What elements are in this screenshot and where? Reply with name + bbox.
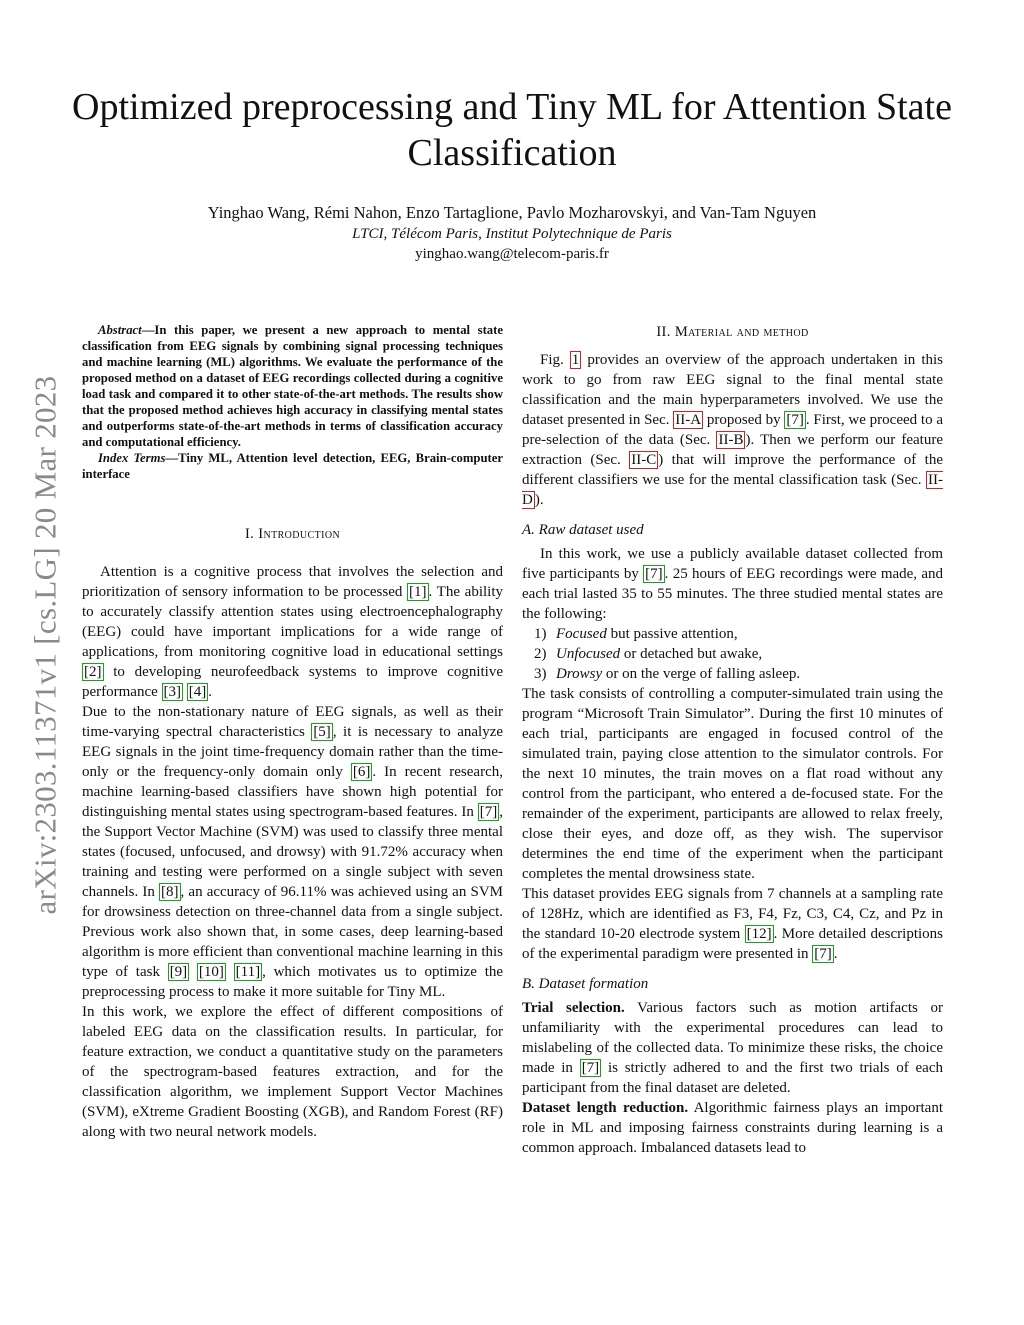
- paragraph-text: Attention is a cognitive process that involves the selection and prioritization of sensory information to be processed: [82, 564, 503, 600]
- paragraph-text: , it is necessary to analyze EEG signals in the joint time-frequency domain rather than the time-only or the frequency-only domain only: [82, 724, 504, 780]
- affiliation: LTCI, Télécom Paris, Institut Polytechnique de Paris: [352, 226, 672, 242]
- citation-link[interactable]: [8]: [161, 884, 179, 900]
- cross-reference-link[interactable]: II-A: [675, 412, 702, 428]
- abstract-label: Abstract: [98, 323, 142, 337]
- paragraph-text: ) that will improve the performance of the different classifiers we use for the mental classification task (Sec.: [522, 452, 944, 488]
- paragraph-text: .: [833, 946, 838, 962]
- intro-paragraph-2: [82, 702, 503, 1002]
- paragraph-text: Fig.: [540, 352, 570, 368]
- citation-link[interactable]: [7]: [645, 566, 663, 582]
- trial-selection-paragraph: [522, 998, 943, 1098]
- paragraph-text: to developing neurofeedback systems to improve cognitive performance: [82, 664, 503, 700]
- paragraph-text: , which motivates us to optimize the preprocessing process to make it more suitable for Tiny ML.: [82, 964, 504, 1000]
- dataset-length-label: Dataset length reduction.: [522, 1100, 689, 1116]
- paragraph-text: , the Support Vector Machine (SVM) was used to classify three mental states (focused, unfocused, and drowsy) with 91.72% accuracy when training and testing were performed on a single subject with seven channels. In: [82, 804, 503, 900]
- paragraph-text: Various factors such as motion artifacts or unfamiliarity with the experimental procedures can lead to mislabeling of the collected data. To minimize these risks, the choice made in: [522, 1000, 943, 1076]
- author-email[interactable]: yinghao.wang@telecom-paris.fr: [415, 246, 609, 262]
- cross-reference-link[interactable]: 1: [571, 352, 580, 368]
- paragraph-text: [189, 964, 197, 980]
- paragraph-text: .: [208, 684, 213, 700]
- list-term: Focused: [556, 626, 607, 642]
- paragraph-text: ).: [534, 492, 544, 508]
- citation-link[interactable]: [9]: [169, 964, 188, 980]
- paragraph-text: ). Then we perform our feature extraction (Sec.: [522, 432, 943, 468]
- list-number: 2): [534, 646, 547, 662]
- paragraph-text: . First, we proceed to a pre-selection of the data (Sec.: [522, 412, 944, 448]
- citation-link[interactable]: [11]: [235, 964, 261, 980]
- dataset-length-paragraph: [522, 1098, 943, 1158]
- dataset-length-text: Algorithmic fairness plays an important role in ML and imposing fairness constraints during learning is a common approach. Imbalanced datasets lead to: [522, 1100, 943, 1156]
- list-item: [522, 644, 943, 664]
- right-column: [522, 322, 943, 1158]
- paragraph-text: . In recent research, machine learning-based classifiers have shown high potential for distinguishing mental states using spectrogram-based features. In: [82, 764, 503, 820]
- citation-link[interactable]: [12]: [746, 926, 772, 942]
- index-terms-label: Index Terms: [98, 451, 166, 465]
- list-number: 3): [534, 666, 547, 682]
- raw-dataset-paragraph-1: [522, 544, 943, 624]
- subsection-heading-b: B. Dataset formation: [522, 976, 649, 992]
- list-text: but passive attention,: [606, 626, 738, 642]
- intro-paragraph-3: In this work, we explore the effect of different compositions of labeled EEG data on the classification results. In particular, for feature extraction, we conduct a quantitative study on the parameters of the spectrogram-based features extraction, and for the classification algorithm, we implement Support Vector Machines (SVM), eXtreme Gradient Boosting (XGB), and Random Forest (RF) along with two neural network models.: [82, 1004, 503, 1140]
- index-terms-text: —Tiny ML, Attention level detection, EEG, Brain-computer interface: [82, 451, 503, 481]
- cross-reference-link[interactable]: II-D: [522, 472, 943, 508]
- list-text: or on the verge of falling asleep.: [602, 666, 801, 682]
- citation-link[interactable]: [4]: [188, 684, 207, 700]
- cross-reference-link[interactable]: II-C: [631, 452, 657, 468]
- list-term: Drowsy: [556, 666, 603, 682]
- list-text: or detached but awake,: [620, 646, 763, 662]
- paragraph-text: is strictly adhered to and the first two trials of each participant from the final dataset are deleted.: [522, 1060, 943, 1096]
- citation-link[interactable]: [1]: [409, 584, 427, 600]
- cross-reference-link[interactable]: II-B: [718, 432, 744, 448]
- mental-states-list: [522, 624, 943, 684]
- citation-link[interactable]: [5]: [313, 724, 331, 740]
- section-heading-introduction: I. Introduction: [244, 526, 341, 542]
- citation-link[interactable]: [7]: [479, 804, 498, 820]
- citation-link[interactable]: [2]: [84, 664, 102, 680]
- citation-link[interactable]: [3]: [163, 684, 182, 700]
- raw-dataset-paragraph-2: The task consists of controlling a computer-simulated train using the program “Microsoft Train Simulator”. During the first 10 minutes of each trial, participants are engaged in focused control of the simulated train, paying close attention to the simulator controls. For the next 10 minutes, the train moves on a flat road without any control from the participant, who entered a de-focused state. For the remainder of the experiment, participants are allowed to relax freely, close their eyes, and doze off, as they wish. The supervisor determines the end time of the experiment when the participant completes the mental drowsiness state.: [522, 686, 943, 882]
- paragraph-text: Due to the non-stationary nature of EEG signals, as well as their time-varying spectral characteristics: [82, 704, 503, 740]
- paragraph-text: provides an overview of the approach undertaken in this work to go from raw EEG signal to the final mental state classification and the main hyperparameters involved. We use the dataset presented in Sec.: [522, 352, 943, 428]
- paper-title: Optimized preprocessing and Tiny ML for Attention State Classification: [72, 86, 952, 174]
- paragraph-text: In this work, we use a publicly available dataset collected from five participants by: [522, 546, 943, 582]
- paragraph-text: . More detailed descriptions of the experimental paradigm were presented in: [522, 926, 943, 962]
- paragraph-text: proposed by: [703, 412, 785, 428]
- arxiv-identifier: [22, 350, 68, 940]
- abstract: [82, 322, 503, 450]
- citation-link[interactable]: [7]: [814, 946, 832, 962]
- index-terms: [82, 450, 503, 482]
- list-item: [522, 624, 943, 644]
- subsection-heading-a: A. Raw dataset used: [522, 522, 644, 538]
- trial-selection-label: Trial selection.: [522, 1000, 625, 1016]
- list-term: Unfocused: [556, 646, 621, 662]
- raw-dataset-paragraph-3: [522, 884, 943, 964]
- paragraph-text: [226, 964, 234, 980]
- abstract-text: —In this paper, we present a new approach to mental state classification from EEG signals by combining signal processing techniques and machine learning (ML) algorithms. We evaluate the performance of the proposed method on a dataset of EEG recordings collected during a cognitive load task and compared it to other state-of-the-art methods. The results show that the proposed method achieves high accuracy in classifying mental states and outperforms state-of-the-art methods in terms of classification accuracy and computational efficiency.: [82, 323, 503, 449]
- intro-paragraph-1: [82, 562, 503, 702]
- citation-link[interactable]: [10]: [198, 964, 224, 980]
- citation-link[interactable]: [6]: [352, 764, 371, 780]
- material-paragraph-1: [522, 350, 943, 510]
- author-list: Yinghao Wang, Rémi Nahon, Enzo Tartaglione, Pavlo Mozharovskyi, and Van-Tam Nguyen: [207, 203, 817, 222]
- list-item: [522, 664, 943, 684]
- citation-link[interactable]: [7]: [581, 1060, 600, 1076]
- paragraph-text: . 25 hours of EEG recordings were made, and each trial lasted 35 to 55 minutes. The three studied mental states are the following:: [522, 566, 943, 622]
- section-heading-material: II. Material and method: [656, 324, 809, 340]
- list-number: 1): [534, 626, 547, 642]
- paragraph-text: , an accuracy of 96.11% was achieved using an SVM for drowsiness detection on three-channel data from a single subject. Previous work also shown that, in some cases, deep learning-based algorithm is more efficient than conventional machine learning in this type of task: [82, 884, 503, 980]
- left-column: [82, 322, 503, 1142]
- paragraph-text: This dataset provides EEG signals from 7 channels at a sampling rate of 128Hz, which are identified as F3, F4, Fz, C3, C4, Cz, and Pz in the standard 10-20 electrode system: [522, 886, 943, 942]
- paragraph-text: . The ability to accurately classify attention states using electroencephalography (EEG) could have important implications for a wide range of applications, from monitoring cognitive load in educational settings: [82, 584, 503, 660]
- citation-link[interactable]: [7]: [786, 412, 804, 428]
- arxiv-identifier-text: arXiv:2303.11371v1 [cs.LG] 20 Mar 2023: [27, 375, 63, 915]
